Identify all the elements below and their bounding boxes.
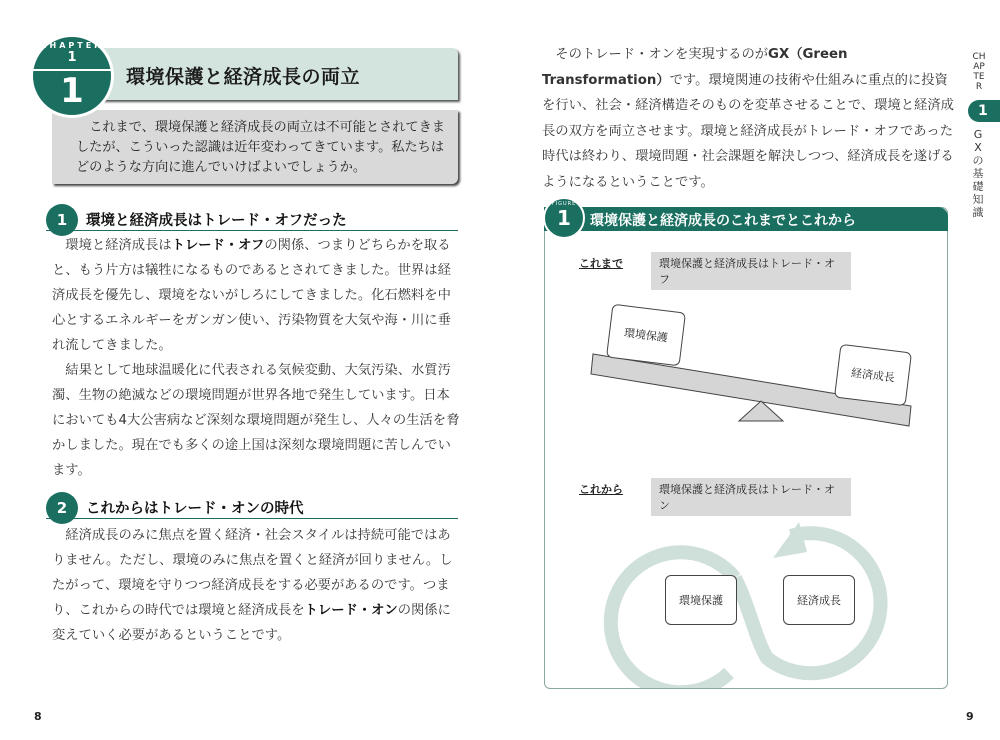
- chapter-badge: [30, 34, 114, 118]
- section-1-body: [52, 233, 460, 483]
- after-left-box: 環境保護: [665, 575, 737, 625]
- figure-badge: [543, 197, 585, 239]
- side-tab-number: 1: [968, 100, 1000, 122]
- before-label: これまで: [579, 257, 623, 270]
- chapter-lead-text: これまで、環境保護と経済成長の両立は不可能とされてきましたが、こういった認識は近年変わってきています。私たちはどのような方向に進んでいけばよいでしょうか。: [76, 120, 445, 175]
- side-tab-label: GXの基礎知識: [972, 128, 984, 219]
- section-heading-2: [46, 492, 458, 519]
- figure-word: FIGURE: [551, 201, 577, 207]
- chapter-number-big: 1: [60, 71, 84, 111]
- section-title: 環境と経済成長はトレード・オフだった: [86, 213, 347, 229]
- section-heading-1: [46, 204, 458, 231]
- chapter-word: CHAPTER: [40, 41, 104, 50]
- figure-title: 環境保護と経済成長のこれまでとこれから: [590, 213, 856, 229]
- intro-text: [542, 42, 954, 195]
- page-number: 9: [966, 710, 974, 723]
- before-left-box: 環境保護: [606, 304, 686, 367]
- figure-header: [544, 207, 948, 231]
- chapter-side-tab: [968, 52, 1000, 219]
- before-banner: 環境保護と経済成長はトレード・オフ: [651, 252, 851, 290]
- after-label: これから: [579, 483, 623, 496]
- side-tab-word: CHAPTER: [972, 52, 986, 92]
- section-number-badge: 2: [46, 492, 78, 524]
- paragraph: そのトレード・オンを実現するのがGX（Green Transformation）です。環境関連の技術や仕組みに重点的に投資を行い、社会・経済構造そのものを変革させることで、環境と経済成長の双方を両立させます。環境と経済成長がトレード・オフであった時代は終わり、環境問題・社会課題を解決しつつ、経済成長を遂げるようになるということです。: [542, 47, 954, 190]
- paragraph: 結果として地球温暖化に代表される気候変動、大気汚染、水質汚濁、生物の絶滅などの環境問題が世界各地で発生しています。日本においても4大公害病など深刻な環境問題が発生し、人々の生活を脅かしました。現在でも多くの途上国は深刻な環境問題に苦しんでいます。: [52, 363, 460, 478]
- infinity-loop-icon: [545, 508, 949, 688]
- figure-1: [544, 201, 948, 689]
- before-right-box: 経済成長: [834, 344, 912, 406]
- chapter-number-small: 1: [67, 50, 77, 65]
- section-title: これからはトレード・オンの時代: [86, 501, 304, 517]
- after-banner: 環境保護と経済成長はトレード・オン: [651, 478, 851, 516]
- after-right-box: 経済成長: [783, 575, 855, 625]
- section-number-badge: 1: [46, 204, 78, 236]
- chapter-lead-box: [52, 110, 458, 184]
- right-page: [500, 0, 1000, 740]
- paragraph: 経済成長のみに焦点を置く経済・社会スタイルは持続可能ではありません。ただし、環境のみに焦点を置くと経済が回りません。したがって、環境を守りつつ経済成長をする必要があるのです。つまり、これからの時代では環境と経済成長をトレード・オンの関係に変えていく必要があるということです。: [52, 528, 453, 643]
- page-number: 8: [34, 710, 42, 723]
- chapter-title: 環境保護と経済成長の両立: [126, 66, 361, 88]
- paragraph: 環境と経済成長はトレード・オフの関係、つまりどちらかを取ると、もう片方は犠牲になるものであるとされてきました。世界は経済成長を優先し、環境をないがしろにしてきました。化石燃料を中心とするエネルギーをガンガン使い、汚染物質を大気や海・川に垂れ流してきました。: [52, 238, 451, 353]
- section-2-body: [52, 523, 460, 648]
- figure-number: 1: [557, 206, 571, 230]
